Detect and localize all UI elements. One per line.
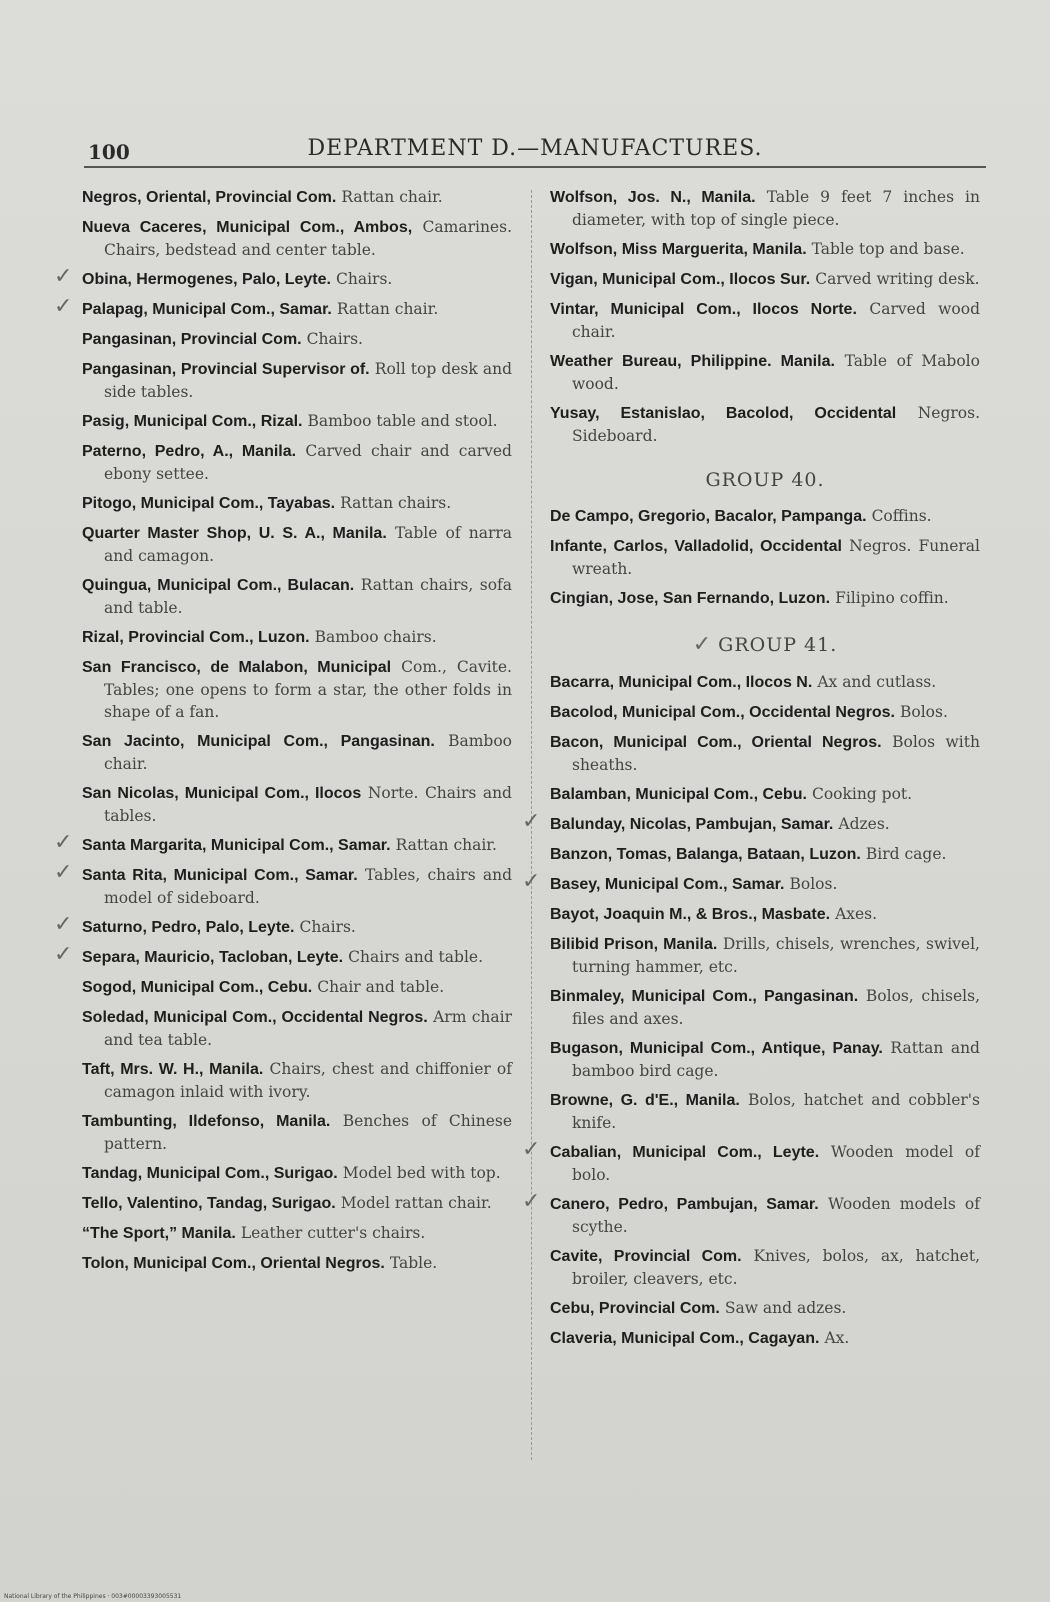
check-mark-icon: ✓ (522, 1137, 541, 1162)
exhibitor-name: Saturno, Pedro, Palo, Leyte. (82, 919, 295, 936)
exhibitor-name: Bilibid Prison, Manila. (550, 936, 718, 953)
exhibitor-name: San Jacinto, Municipal Com., Pangasinan. (82, 733, 435, 750)
exhibitor-name: San Nicolas, Municipal Com., Ilocos (82, 785, 362, 802)
list-entry (54, 912, 512, 939)
group-41-heading-text: GROUP 41. (718, 634, 838, 656)
exhibitor-name: Cabalian, Municipal Com., Leyte. (550, 1144, 820, 1161)
entry-text (82, 492, 512, 515)
exhibitor-name: “The Sport,” Manila. (82, 1225, 236, 1242)
entry-text (550, 1327, 980, 1350)
exhibitor-name: Weather Bureau, Philippine. Manila. (550, 353, 835, 370)
list-entry (82, 1252, 512, 1275)
exhibit-description: Bolos. (899, 703, 948, 721)
exhibit-description: Model rattan chair. (340, 1194, 492, 1212)
exhibitor-name: Tambunting, Ildefonso, Manila. (82, 1113, 331, 1130)
list-entry (54, 860, 512, 909)
exhibitor-name: Browne, G. d'E., Manila. (550, 1092, 740, 1109)
entry-text (550, 350, 980, 395)
exhibit-description: Bolos. (789, 875, 838, 893)
exhibit-description: Cooking pot. (811, 785, 913, 803)
entry-text (82, 522, 512, 567)
list-entry (82, 186, 512, 209)
exhibit-description: Rattan chairs. (340, 494, 452, 512)
entry-text (550, 731, 980, 776)
list-entry (522, 1189, 980, 1238)
list-entry (522, 869, 980, 896)
entry-text (82, 1162, 512, 1185)
exhibit-description: Ax. (824, 1329, 850, 1347)
exhibit-description: Axes. (835, 905, 878, 923)
exhibitor-name: Pangasinan, Provincial Supervisor of. (82, 361, 370, 378)
list-entry (82, 410, 512, 433)
exhibit-description: Negros. Sideboard. (572, 404, 980, 445)
exhibit-description: Negros. Funeral wreath. (572, 537, 981, 578)
group-41-entries (522, 671, 981, 1350)
list-entry (550, 268, 980, 291)
entry-text (82, 440, 512, 485)
exhibit-description: Model bed with top. (342, 1164, 501, 1182)
list-entry (82, 1110, 512, 1155)
entry-text (82, 1058, 512, 1103)
entry-text (82, 268, 512, 291)
list-entry (82, 522, 512, 567)
list-entry (550, 1037, 980, 1082)
exhibitor-name: Wolfson, Miss Marguerita, Manila. (550, 241, 807, 258)
exhibitor-name: Bayot, Joaquin M., & Bros., Masbate. (550, 906, 831, 923)
right-entries-top (550, 186, 980, 447)
entry-text (550, 1245, 980, 1290)
list-entry (82, 976, 512, 999)
exhibit-description: Carved wood chair. (572, 300, 980, 341)
list-entry (82, 1162, 512, 1185)
exhibit-description: Arm chair and tea table. (104, 1008, 513, 1049)
entry-text (82, 626, 512, 649)
exhibit-description: Chairs. (306, 330, 363, 348)
exhibit-description: Wooden models of scythe. (572, 1195, 980, 1236)
entry-text (82, 1006, 512, 1051)
exhibit-description: Bamboo chairs. (314, 628, 437, 646)
exhibitor-name: Yusay, Estanislao, Bacolod, Occidental (550, 405, 897, 422)
entry-text (82, 656, 512, 723)
entry-text (82, 916, 512, 939)
list-entry (550, 587, 980, 610)
exhibitor-name: Bugason, Municipal Com., Antique, Panay. (550, 1040, 883, 1057)
exhibitor-name: Balunday, Nicolas, Pambujan, Samar. (550, 816, 834, 833)
check-mark-icon: ✓ (54, 860, 73, 885)
exhibit-description: Bamboo table and stool. (307, 412, 498, 430)
list-entry (550, 186, 980, 231)
entry-text (550, 933, 980, 978)
exhibitor-name: Vintar, Municipal Com., Ilocos Norte. (550, 301, 857, 318)
left-column (54, 186, 513, 1282)
entry-text (550, 535, 980, 580)
list-entry (550, 1297, 980, 1320)
check-mark-icon: ✓ (522, 809, 541, 834)
entry-text (82, 1192, 512, 1215)
list-entry (82, 1192, 512, 1215)
entry-text (550, 402, 980, 447)
footer-credit: National Library of the Philippines · 003#00003393005531 (4, 1593, 182, 1600)
exhibitor-name: Infante, Carlos, Valladolid, Occidental (550, 538, 842, 555)
exhibit-description: Leather cutter's chairs. (240, 1224, 426, 1242)
entry-text (550, 1297, 980, 1320)
list-entry (550, 298, 980, 343)
list-entry (550, 903, 980, 926)
group-40-entries (550, 505, 980, 610)
list-entry (522, 1137, 980, 1186)
right-column (522, 186, 981, 1357)
exhibit-description: Chairs. (299, 918, 356, 936)
list-entry (550, 933, 980, 978)
entry-text (82, 574, 512, 619)
list-entry (550, 505, 980, 528)
list-entry (550, 783, 980, 806)
entry-text (550, 1037, 980, 1082)
check-mark-icon: ✓ (522, 1189, 541, 1214)
exhibit-description: Tables, chairs and model of sideboard. (104, 866, 512, 907)
entry-text (82, 1110, 512, 1155)
entry-text (82, 730, 512, 775)
list-entry (82, 492, 512, 515)
exhibitor-name: Claveria, Municipal Com., Cagayan. (550, 1330, 820, 1347)
list-entry (550, 1327, 980, 1350)
list-entry (550, 985, 980, 1030)
page-title: DEPARTMENT D.—MANUFACTURES. (307, 136, 763, 161)
exhibit-description: Rattan and bamboo bird cage. (572, 1039, 980, 1080)
entry-text (550, 238, 980, 261)
entry-text (82, 946, 512, 969)
exhibitor-name: Quarter Master Shop, U. S. A., Manila. (82, 525, 387, 542)
exhibit-description: Rattan chair. (336, 300, 439, 318)
exhibitor-name: Wolfson, Jos. N., Manila. (550, 189, 756, 206)
exhibitor-name: Vigan, Municipal Com., Ilocos Sur. (550, 271, 811, 288)
list-entry (550, 701, 980, 724)
exhibitor-name: Cavite, Provincial Com. (550, 1248, 742, 1265)
exhibitor-name: Pangasinan, Provincial Com. (82, 331, 302, 348)
entry-text (82, 976, 512, 999)
exhibitor-name: Nueva Caceres, Municipal Com., Ambos, (82, 219, 413, 236)
entry-text (82, 298, 512, 321)
check-mark-icon: ✓ (522, 869, 541, 894)
entry-text (550, 298, 980, 343)
page-header (88, 136, 982, 166)
exhibit-description: Carved chair and carved ebony settee. (104, 442, 512, 483)
exhibitor-name: Santa Margarita, Municipal Com., Samar. (82, 837, 391, 854)
exhibit-description: Table of Mabolo wood. (572, 352, 980, 393)
exhibit-description: Chairs, chest and chiffonier of camagon inlaid with ivory. (104, 1060, 512, 1101)
list-entry (550, 671, 980, 694)
exhibit-description: Saw and adzes. (724, 1299, 847, 1317)
exhibit-description: Bolos with sheaths. (572, 733, 980, 774)
exhibitor-name: Santa Rita, Municipal Com., Samar. (82, 867, 358, 884)
entry-text (550, 671, 980, 694)
list-entry (54, 294, 512, 321)
exhibit-description: Coffins. (871, 507, 932, 525)
exhibit-description: Camarines. Chairs, bedstead and center table. (104, 218, 512, 259)
exhibitor-name: Separa, Mauricio, Tacloban, Leyte. (82, 949, 344, 966)
exhibitor-name: Bacon, Municipal Com., Oriental Negros. (550, 734, 882, 751)
check-mark-icon: ✓ (692, 632, 713, 657)
exhibit-description: Knives, bolos, ax, hatchet, broiler, cleavers, etc. (572, 1247, 981, 1288)
exhibit-description: Carved writing desk. (815, 270, 980, 288)
list-entry (82, 1006, 512, 1051)
entry-text (82, 864, 512, 909)
list-entry (550, 238, 980, 261)
exhibit-description: Benches of Chinese pattern. (104, 1112, 512, 1153)
entry-text (82, 834, 512, 857)
check-mark-icon: ✓ (54, 912, 73, 937)
exhibitor-name: Taft, Mrs. W. H., Manila. (82, 1061, 264, 1078)
exhibit-description: Chairs. (336, 270, 393, 288)
list-entry (82, 1222, 512, 1245)
entry-text (550, 505, 980, 528)
exhibitor-name: Bacolod, Municipal Com., Occidental Negros. (550, 704, 895, 721)
exhibitor-name: Bacarra, Municipal Com., Ilocos N. (550, 674, 813, 691)
list-entry (82, 626, 512, 649)
exhibit-description: Ax and cutlass. (817, 673, 937, 691)
exhibitor-name: San Francisco, de Malabon, Municipal (82, 659, 392, 676)
exhibitor-name: Sogod, Municipal Com., Cebu. (82, 979, 313, 996)
exhibit-description: Roll top desk and side tables. (104, 360, 512, 401)
exhibit-description: Bird cage. (865, 845, 947, 863)
exhibit-description: Table. (389, 1254, 438, 1272)
exhibitor-name: Cebu, Provincial Com. (550, 1300, 720, 1317)
list-entry (54, 264, 512, 291)
exhibitor-name: Obina, Hermogenes, Palo, Leyte. (82, 271, 331, 288)
list-entry (550, 402, 980, 447)
entry-text (82, 782, 512, 827)
exhibit-description: Wooden model of bolo. (572, 1143, 980, 1184)
exhibit-description: Norte. Chairs and tables. (104, 784, 512, 825)
entry-text (550, 783, 980, 806)
page-number: 100 (88, 140, 130, 164)
list-entry (54, 942, 512, 969)
exhibit-description: Bolos, hatchet and cobbler's knife. (572, 1091, 981, 1132)
exhibitor-name: Binmaley, Municipal Com., Pangasinan. (550, 988, 859, 1005)
list-entry (522, 809, 980, 836)
group-41-heading (550, 632, 980, 657)
list-entry (82, 216, 512, 261)
exhibit-description: Table top and base. (811, 240, 965, 258)
exhibitor-name: Cingian, Jose, San Fernando, Luzon. (550, 590, 831, 607)
list-entry (550, 1089, 980, 1134)
entry-text (550, 903, 980, 926)
list-entry (82, 574, 512, 619)
check-mark-icon: ✓ (54, 294, 73, 319)
exhibitor-name: Palapag, Municipal Com., Samar. (82, 301, 332, 318)
entry-text (550, 701, 980, 724)
entry-text (550, 186, 980, 231)
list-entry (82, 328, 512, 351)
exhibitor-name: Canero, Pedro, Pambujan, Samar. (550, 1196, 819, 1213)
exhibitor-name: Balamban, Municipal Com., Cebu. (550, 786, 807, 803)
exhibit-description: Table of narra and camagon. (104, 524, 512, 565)
entry-text (550, 1141, 980, 1186)
exhibit-description: Chairs and table. (348, 948, 484, 966)
check-mark-icon: ✓ (54, 830, 73, 855)
exhibit-description: Bamboo chair. (104, 732, 512, 773)
exhibit-description: Table 9 feet 7 inches in diameter, with top of single piece. (572, 188, 980, 229)
entry-text (550, 985, 980, 1030)
header-divider (84, 166, 986, 168)
entry-text (82, 186, 512, 209)
list-entry (82, 656, 512, 723)
entry-text (82, 358, 512, 403)
check-mark-icon: ✓ (54, 942, 73, 967)
exhibitor-name: Pasig, Municipal Com., Rizal. (82, 413, 303, 430)
exhibit-description: Bolos, chisels, files and axes. (572, 987, 980, 1028)
list-entry (82, 440, 512, 485)
exhibit-description: Chair and table. (317, 978, 445, 996)
exhibitor-name: Negros, Oriental, Provincial Com. (82, 189, 337, 206)
exhibitor-name: Soledad, Municipal Com., Occidental Negros. (82, 1009, 428, 1026)
exhibit-description: Filipino coffin. (835, 589, 949, 607)
exhibit-description: Drills, chisels, wrenches, swivel, turning hammer, etc. (572, 935, 980, 976)
check-mark-icon: ✓ (54, 264, 73, 289)
exhibit-description: Rattan chair. (341, 188, 443, 206)
exhibitor-name: De Campo, Gregorio, Bacalor, Pampanga. (550, 508, 867, 525)
group-40-heading (550, 469, 980, 491)
exhibitor-name: Tello, Valentino, Tandag, Surigao. (82, 1195, 336, 1212)
exhibitor-name: Banzon, Tomas, Balanga, Bataan, Luzon. (550, 846, 861, 863)
entry-text (82, 216, 512, 261)
list-entry (82, 782, 512, 827)
list-entry (82, 730, 512, 775)
entry-text (82, 410, 512, 433)
exhibitor-name: Quingua, Municipal Com., Bulacan. (82, 577, 355, 594)
entry-text (82, 1252, 512, 1275)
list-entry (550, 1245, 980, 1290)
list-entry (82, 1058, 512, 1103)
group-40-heading-text: GROUP 40. (705, 469, 825, 491)
exhibitor-name: Tandag, Municipal Com., Surigao. (82, 1165, 338, 1182)
exhibit-description: Rattan chairs, sofa and table. (104, 576, 513, 617)
exhibit-description: Adzes. (838, 815, 890, 833)
list-entry (550, 843, 980, 866)
entry-text (550, 1193, 980, 1238)
list-entry (550, 731, 980, 776)
entry-text (550, 268, 980, 291)
entry-text (550, 873, 980, 896)
exhibit-description: Com., Cavite. Tables; one opens to form a star, the other folds in shape of a fan. (104, 658, 512, 721)
exhibitor-name: Tolon, Municipal Com., Oriental Negros. (82, 1255, 385, 1272)
exhibitor-name: Pitogo, Municipal Com., Tayabas. (82, 495, 336, 512)
entry-text (550, 843, 980, 866)
entry-text (550, 1089, 980, 1134)
entry-text (550, 813, 980, 836)
exhibitor-name: Basey, Municipal Com., Samar. (550, 876, 785, 893)
exhibitor-name: Paterno, Pedro, A., Manila. (82, 443, 297, 460)
list-entry (550, 535, 980, 580)
list-entry (54, 830, 512, 857)
entry-text (82, 328, 512, 351)
list-entry (550, 350, 980, 395)
exhibit-description: Rattan chair. (395, 836, 497, 854)
entry-text (550, 587, 980, 610)
entry-text (82, 1222, 512, 1245)
exhibitor-name: Rizal, Provincial Com., Luzon. (82, 629, 310, 646)
list-entry (82, 358, 512, 403)
